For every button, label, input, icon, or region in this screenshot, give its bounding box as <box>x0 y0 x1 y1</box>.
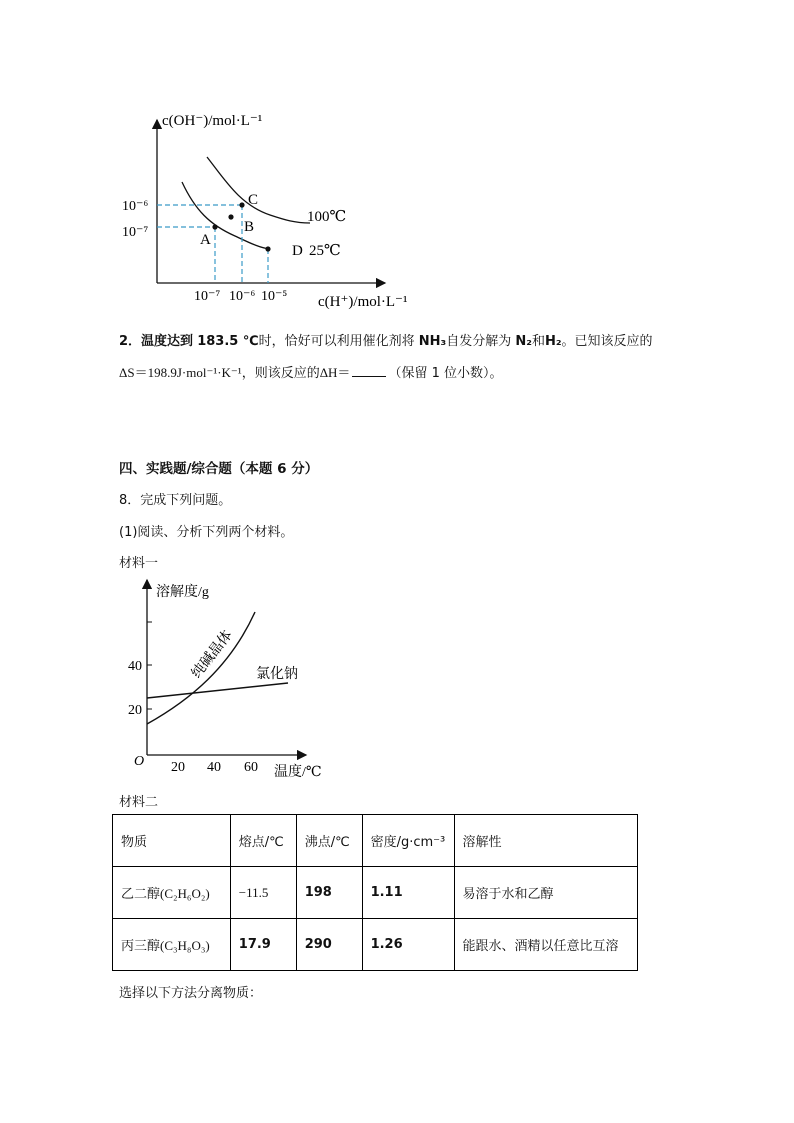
table-cell: 乙二醇(C₂H₆O₂) <box>113 867 231 919</box>
question-2-line2: ΔS＝198.9J·mol⁻¹·K⁻¹，则该反应的ΔH＝ （保留 1 位小数）。 <box>119 365 503 381</box>
table-row <box>113 919 638 971</box>
origin-label: O <box>134 754 145 769</box>
label-b: B <box>244 219 255 235</box>
point-d <box>265 246 270 251</box>
question-8: 8．完成下列问题。 <box>119 493 232 508</box>
curve-100c <box>207 157 310 223</box>
label-c: C <box>248 192 259 208</box>
table-cell: 易溶于水和乙醇 <box>454 867 638 919</box>
table-cell: 丙三醇(C₃H₈O₃) <box>113 919 231 971</box>
point-a <box>212 224 217 229</box>
label-d: D <box>292 243 303 259</box>
header-cell: 物质 <box>113 815 231 867</box>
y-axis-label: c(OH⁻)/mol·L⁻¹ <box>162 113 263 129</box>
xtick-60: 60 <box>244 760 258 775</box>
table-cell: −11.5 <box>230 867 296 919</box>
table-cell: 17.9 <box>230 919 296 971</box>
question-2-line1: 2．温度达到 183.5 ℃时，恰好可以利用催化剂将 NH₃自发分解为 N₂和H₂。已知该反应的 <box>119 334 653 349</box>
label-25c: 25℃ <box>309 243 341 259</box>
answer-blank[interactable] <box>352 364 386 377</box>
soda-crystal-label: 纯碱晶体 <box>189 628 236 682</box>
table-cell: 1.11 <box>362 867 454 919</box>
header-cell: 熔点/℃ <box>230 815 296 867</box>
question-8-1: (1)阅读、分析下列两个材料。 <box>119 525 294 540</box>
solubility-graph <box>110 572 340 787</box>
point-b <box>228 214 233 219</box>
y-axis-label: 溶解度/g <box>156 585 209 600</box>
xtick-1e-7: 10⁻⁷ <box>194 289 221 304</box>
material-2-label: 材料二 <box>119 795 159 810</box>
xtick-40: 40 <box>207 760 221 775</box>
table-cell: 290 <box>296 919 362 971</box>
table-cell: 能跟水、酒精以任意比互溶 <box>454 919 638 971</box>
sodium-chloride-curve <box>147 683 288 698</box>
material-1-label: 材料一 <box>119 556 159 571</box>
x-axis-label: c(H⁺)/mol·L⁻¹ <box>318 294 408 310</box>
ytick-20: 20 <box>128 703 142 718</box>
xtick-1e-5: 10⁻⁵ <box>261 289 288 304</box>
section-title: 四、实践题/综合题（本题 6 分） <box>119 461 319 477</box>
sodium-chloride-label: 氯化钠 <box>256 667 298 682</box>
header-cell: 溶解性 <box>454 815 638 867</box>
label-100c: 100℃ <box>307 209 347 225</box>
ytick-40: 40 <box>128 659 142 674</box>
properties-table <box>112 814 638 971</box>
xtick-20: 20 <box>171 760 185 775</box>
footer-line: 选择以下方法分离物质： <box>119 986 263 1001</box>
ytick-1e-6: 10⁻⁶ <box>122 199 149 214</box>
table-row <box>113 867 638 919</box>
x-axis-label: 温度/℃ <box>274 765 322 780</box>
xtick-1e-6: 10⁻⁶ <box>229 289 256 304</box>
header-cell: 沸点/℃ <box>296 815 362 867</box>
ytick-1e-7: 10⁻⁷ <box>122 225 149 240</box>
point-c <box>239 202 244 207</box>
table-cell: 198 <box>296 867 362 919</box>
label-a: A <box>200 232 211 248</box>
table-header-row <box>113 815 638 867</box>
table-cell: 1.26 <box>362 919 454 971</box>
header-cell: 密度/g·cm⁻³ <box>362 815 454 867</box>
ionization-graph <box>110 100 440 315</box>
